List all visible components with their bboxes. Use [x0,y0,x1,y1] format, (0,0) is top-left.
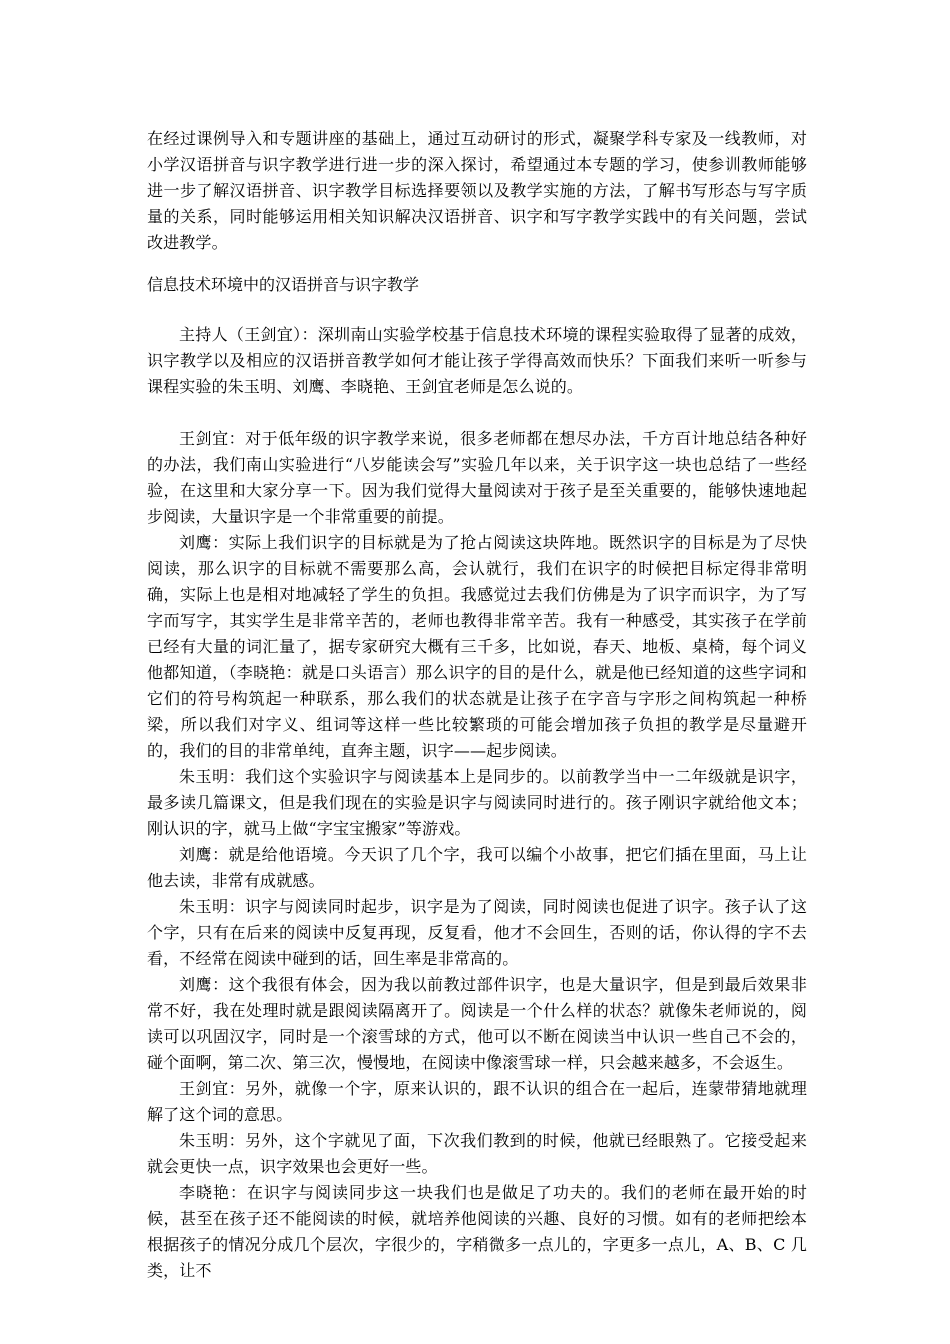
host-paragraph-block [147,322,807,400]
section-title: 信息技术环境中的汉语拼音与识字教学 [147,275,420,294]
intro-paragraph-block [147,126,807,256]
dialogue-paragraph: 王剑宜：对于低年级的识字教学来说，很多老师都在想尽办法，千方百计地总结各种好的办法，我们南山实验进行“八岁能读会写”实验几年以来，关于识字这一块也总结了一些经验，在这里和大家分享一下。因为我们觉得大量阅读对于孩子是至关重要的，能够快速地起步阅读，大量识字是一个非常重要的前提。 [147,429,807,526]
dialogue-paragraph: 李晓艳：在识字与阅读同步这一块我们也是做足了功夫的。我们的老师在最开始的时候，甚至在孩子还不能阅读的时候，就培养他阅读的兴趣、良好的习惯。如有的老师把绘本根据孩子的情况分成几个层次，字很少的，字稍微多一点儿的，字更多一点儿，A、B、C 几类，让不 [147,1183,807,1280]
dialogue-block [147,426,807,1284]
dialogue-paragraph: 朱玉明：我们这个实验识字与阅读基本上是同步的。以前教学当中一二年级就是识字，最多读几篇课文，但是我们现在的实验是识字与阅读同时进行的。孩子刚识字就给他文本；刚认识的字，就马上做“字宝宝搬家”等游戏。 [147,767,807,838]
dialogue-paragraph: 刘鹰：实际上我们识字的目标就是为了抢占阅读这块阵地。既然识字的目标是为了尽快阅读，那么识字的目标就不需要那么高，会认就行，我们在识字的时候把目标定得非常明确，实际上也是相对地减轻了学生的负担。我感觉过去我们仿佛是为了识字而识字，为了写字而写字，其实学生是非常辛苦的，老师也教得非常辛苦。我有一种感受，其实孩子在学前已经有大量的词汇量了，据专家研究大概有三千多，比如说，春天、地板、桌椅，每个词义他都知道，（李晓艳：就是口头语言）那么识字的目的是什么，就是他已经知道的这些字词和它们的符号构筑起一种联系，那么我们的状态就是让孩子在字音与字形之间构筑起一种桥梁，所以我们对字义、组词等这样一些比较繁琐的可能会增加孩子负担的教学是尽量避开的，我们的目的非常单纯，直奔主题，识字——起步阅读。 [147,533,807,760]
intro-paragraph: 在经过课例导入和专题讲座的基础上，通过互动研讨的形式，凝聚学科专家及一线教师，对小学汉语拼音与识字教学进行进一步的深入探讨，希望通过本专题的学习，使参训教师能够进一步了解汉语拼音、识字教学目标选择要领以及教学实施的方法，了解书写形态与写字质量的关系，同时能够运用相关知识解决汉语拼音、识字和写字教学实践中的有关问题，尝试改进教学。 [147,129,807,252]
dialogue-paragraph: 刘鹰：就是给他语境。今天识了几个字，我可以编个小故事，把它们插在里面，马上让他去读，非常有成就感。 [147,845,807,890]
dialogue-paragraph: 朱玉明：识字与阅读同时起步，识字是为了阅读，同时阅读也促进了识字。孩子认了这个字，只有在后来的阅读中反复再现，反复看，他才不会回生，否则的话，你认得的字不去看，不经常在阅读中碰到的话，回生率是非常高的。 [147,897,807,968]
dialogue-paragraph: 王剑宜：另外，就像一个字，原来认识的，跟不认识的组合在一起后，连蒙带猜地就理解了这个词的意思。 [147,1079,807,1124]
host-paragraph: 主持人（王剑宜）：深圳南山实验学校基于信息技术环境的课程实验取得了显著的成效，识字教学以及相应的汉语拼音教学如何才能让孩子学得高效而快乐？下面我们来听一听参与课程实验的朱玉明、刘鹰、李晓艳、王剑宜老师是怎么说的。 [147,325,807,396]
dialogue-paragraph: 刘鹰：这个我很有体会，因为我以前教过部件识字，也是大量识字，但是到最后效果非常不好，我在处理时就是跟阅读隔离开了。阅读是一个什么样的状态？就像朱老师说的，阅读可以巩固汉字，同时是一个滚雪球的方式，他可以不断在阅读当中认识一些自己不会的，碰个面啊，第二次、第三次，慢慢地，在阅读中像滚雪球一样，只会越来越多，不会返生。 [147,975,807,1072]
dialogue-paragraph: 朱玉明：另外，这个字就见了面，下次我们教到的时候，他就已经眼熟了。它接受起来就会更快一点，识字效果也会更好一些。 [147,1131,807,1176]
